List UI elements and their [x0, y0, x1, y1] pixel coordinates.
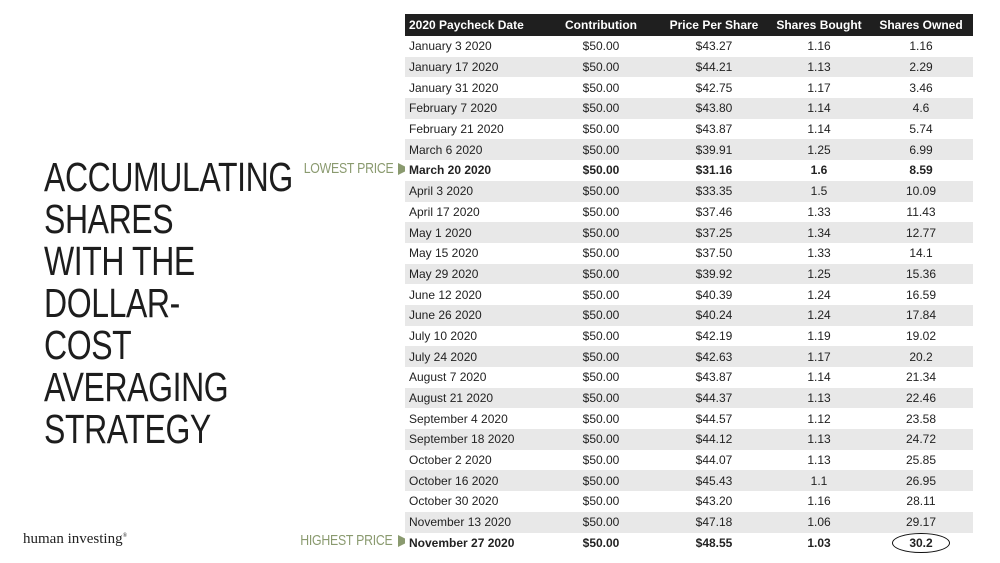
table-cell: $37.25	[659, 222, 769, 243]
highest-price-label: HIGHEST PRICE	[300, 532, 393, 549]
table-cell: 1.34	[769, 222, 869, 243]
table-cell: 1.33	[769, 243, 869, 264]
table-cell: 1.16	[869, 36, 973, 57]
table-cell: 10.09	[869, 181, 973, 202]
table-cell: $43.27	[659, 36, 769, 57]
table-cell: 1.6	[769, 160, 869, 181]
table-cell: October 16 2020	[405, 470, 543, 491]
header-row	[405, 14, 973, 36]
table-cell: $42.19	[659, 326, 769, 347]
table-cell: January 3 2020	[405, 36, 543, 57]
table-cell: April 3 2020	[405, 181, 543, 202]
table-cell: 6.99	[869, 139, 973, 160]
table-cell: February 7 2020	[405, 98, 543, 119]
table-row	[405, 77, 973, 98]
table-cell: July 24 2020	[405, 346, 543, 367]
circled-value: 30.2	[892, 533, 949, 553]
table-cell	[869, 533, 973, 554]
highest-price-marker	[280, 532, 410, 549]
table-cell: 1.06	[769, 512, 869, 533]
table-cell: $44.12	[659, 429, 769, 450]
title-line: DOLLAR-COST	[44, 280, 180, 368]
table-cell: $39.92	[659, 264, 769, 285]
table-cell: 1.24	[769, 284, 869, 305]
table-body	[405, 36, 973, 553]
table-cell: May 15 2020	[405, 243, 543, 264]
table-cell: 21.34	[869, 367, 973, 388]
table-row	[405, 243, 973, 264]
table-cell: $45.43	[659, 470, 769, 491]
table-cell: 15.36	[869, 264, 973, 285]
table-cell: $33.35	[659, 181, 769, 202]
table-cell: August 21 2020	[405, 388, 543, 409]
table-cell: 8.59	[869, 160, 973, 181]
table-cell: $43.20	[659, 491, 769, 512]
table-cell: January 31 2020	[405, 77, 543, 98]
table-cell: 3.46	[869, 77, 973, 98]
table-cell: $50.00	[543, 305, 659, 326]
table-cell: 1.12	[769, 408, 869, 429]
table-cell: $37.50	[659, 243, 769, 264]
table-cell: March 20 2020	[405, 160, 543, 181]
lowest-price-marker	[284, 160, 410, 177]
table-cell: $43.87	[659, 367, 769, 388]
table-cell: 22.46	[869, 388, 973, 409]
title-line: AVERAGING	[44, 364, 229, 410]
table-cell: $48.55	[659, 533, 769, 554]
table-cell: $50.00	[543, 408, 659, 429]
table-row	[405, 98, 973, 119]
table-cell: $50.00	[543, 119, 659, 140]
table-row	[405, 470, 973, 491]
table-cell: 1.14	[769, 119, 869, 140]
table-row	[405, 388, 973, 409]
table-row	[405, 181, 973, 202]
table-cell: $50.00	[543, 98, 659, 119]
table-cell: $39.91	[659, 139, 769, 160]
table-cell: 1.17	[769, 346, 869, 367]
table-cell: 23.58	[869, 408, 973, 429]
table-cell: 1.13	[769, 57, 869, 78]
table-cell: $50.00	[543, 429, 659, 450]
table-row	[405, 36, 973, 57]
column-header: Shares Bought	[769, 14, 869, 36]
table-cell: May 29 2020	[405, 264, 543, 285]
table-cell: 1.24	[769, 305, 869, 326]
table-cell: 1.1	[769, 470, 869, 491]
shares-table	[405, 14, 973, 553]
table-cell: 14.1	[869, 243, 973, 264]
table-cell: $50.00	[543, 264, 659, 285]
table-cell: 1.25	[769, 139, 869, 160]
table-cell: November 27 2020	[405, 533, 543, 554]
table-cell: $50.00	[543, 222, 659, 243]
table-row	[405, 346, 973, 367]
table-cell: $50.00	[543, 326, 659, 347]
table-cell: $50.00	[543, 243, 659, 264]
table-row	[405, 367, 973, 388]
table-cell: August 7 2020	[405, 367, 543, 388]
table-cell: $50.00	[543, 160, 659, 181]
table-row	[405, 57, 973, 78]
table-cell: 4.6	[869, 98, 973, 119]
table-cell: $43.87	[659, 119, 769, 140]
table-cell: 1.03	[769, 533, 869, 554]
column-header: 2020 Paycheck Date	[405, 14, 543, 36]
title-line: SHARES WITH THE	[44, 196, 195, 284]
table-cell: $50.00	[543, 139, 659, 160]
table-cell: $50.00	[543, 491, 659, 512]
table-cell: 1.5	[769, 181, 869, 202]
column-header: Contribution	[543, 14, 659, 36]
table-cell: 19.02	[869, 326, 973, 347]
table-cell: 1.13	[769, 388, 869, 409]
page-title	[44, 154, 293, 452]
table-cell: 1.14	[769, 98, 869, 119]
table-cell: $50.00	[543, 202, 659, 223]
table-cell: 1.13	[769, 450, 869, 471]
table-cell: $37.46	[659, 202, 769, 223]
table-cell: $50.00	[543, 367, 659, 388]
table-cell: November 13 2020	[405, 512, 543, 533]
table-cell: $50.00	[543, 36, 659, 57]
table-row	[405, 491, 973, 512]
table-cell: $50.00	[543, 57, 659, 78]
table-cell: 16.59	[869, 284, 973, 305]
table-row	[405, 512, 973, 533]
table-cell: $44.37	[659, 388, 769, 409]
table-row	[405, 450, 973, 471]
table-cell: June 26 2020	[405, 305, 543, 326]
table-cell: June 12 2020	[405, 284, 543, 305]
table-cell: $50.00	[543, 470, 659, 491]
table-cell: 5.74	[869, 119, 973, 140]
table-cell: 20.2	[869, 346, 973, 367]
table-cell: 1.25	[769, 264, 869, 285]
table-cell: $44.07	[659, 450, 769, 471]
table-cell: 1.16	[769, 491, 869, 512]
registered-mark: ®	[122, 533, 128, 539]
table-cell: $50.00	[543, 346, 659, 367]
table-row	[405, 305, 973, 326]
table-cell: 1.14	[769, 367, 869, 388]
table-cell: $47.18	[659, 512, 769, 533]
table-cell: $50.00	[543, 284, 659, 305]
table-row	[405, 429, 973, 450]
table-cell: $42.75	[659, 77, 769, 98]
table-cell: 12.77	[869, 222, 973, 243]
table-cell: $50.00	[543, 450, 659, 471]
table-row	[405, 139, 973, 160]
table-cell: 1.33	[769, 202, 869, 223]
table-cell: February 21 2020	[405, 119, 543, 140]
table-row	[405, 160, 973, 181]
table-cell: 24.72	[869, 429, 973, 450]
table-row	[405, 119, 973, 140]
table-cell: $40.24	[659, 305, 769, 326]
table-cell: April 17 2020	[405, 202, 543, 223]
table-cell: 25.85	[869, 450, 973, 471]
table-cell: 2.29	[869, 57, 973, 78]
table-cell: May 1 2020	[405, 222, 543, 243]
brand-logo	[23, 531, 127, 548]
table-cell: 26.95	[869, 470, 973, 491]
lowest-price-label: LOWEST PRICE	[303, 160, 393, 177]
title-line: STRATEGY	[44, 406, 211, 452]
table-cell: $31.16	[659, 160, 769, 181]
table-header	[405, 14, 973, 36]
table-cell: October 30 2020	[405, 491, 543, 512]
column-header: Shares Owned	[869, 14, 973, 36]
table-cell: $44.21	[659, 57, 769, 78]
table-cell: September 4 2020	[405, 408, 543, 429]
table-cell: 1.13	[769, 429, 869, 450]
table-cell: $50.00	[543, 512, 659, 533]
table-row	[405, 222, 973, 243]
table-cell: $40.39	[659, 284, 769, 305]
table-cell: 1.17	[769, 77, 869, 98]
table-cell: $44.57	[659, 408, 769, 429]
table-cell: 11.43	[869, 202, 973, 223]
table-row	[405, 326, 973, 347]
table-cell: 1.19	[769, 326, 869, 347]
table-cell: 1.16	[769, 36, 869, 57]
table-cell: September 18 2020	[405, 429, 543, 450]
table-cell: $50.00	[543, 388, 659, 409]
title-line: ACCUMULATING	[44, 154, 293, 200]
table-cell: January 17 2020	[405, 57, 543, 78]
table-cell: 29.17	[869, 512, 973, 533]
table-row	[405, 533, 973, 554]
table-row	[405, 202, 973, 223]
table-row	[405, 284, 973, 305]
table-cell: July 10 2020	[405, 326, 543, 347]
table-cell: $50.00	[543, 181, 659, 202]
table-cell: $50.00	[543, 533, 659, 554]
table-cell: October 2 2020	[405, 450, 543, 471]
logo-text: human investing	[23, 531, 123, 547]
table-cell: $50.00	[543, 77, 659, 98]
table-cell: $42.63	[659, 346, 769, 367]
table-cell: $43.80	[659, 98, 769, 119]
table-row	[405, 264, 973, 285]
table-cell: 28.11	[869, 491, 973, 512]
column-header: Price Per Share	[659, 14, 769, 36]
table-row	[405, 408, 973, 429]
table-cell: March 6 2020	[405, 139, 543, 160]
table-cell: 17.84	[869, 305, 973, 326]
